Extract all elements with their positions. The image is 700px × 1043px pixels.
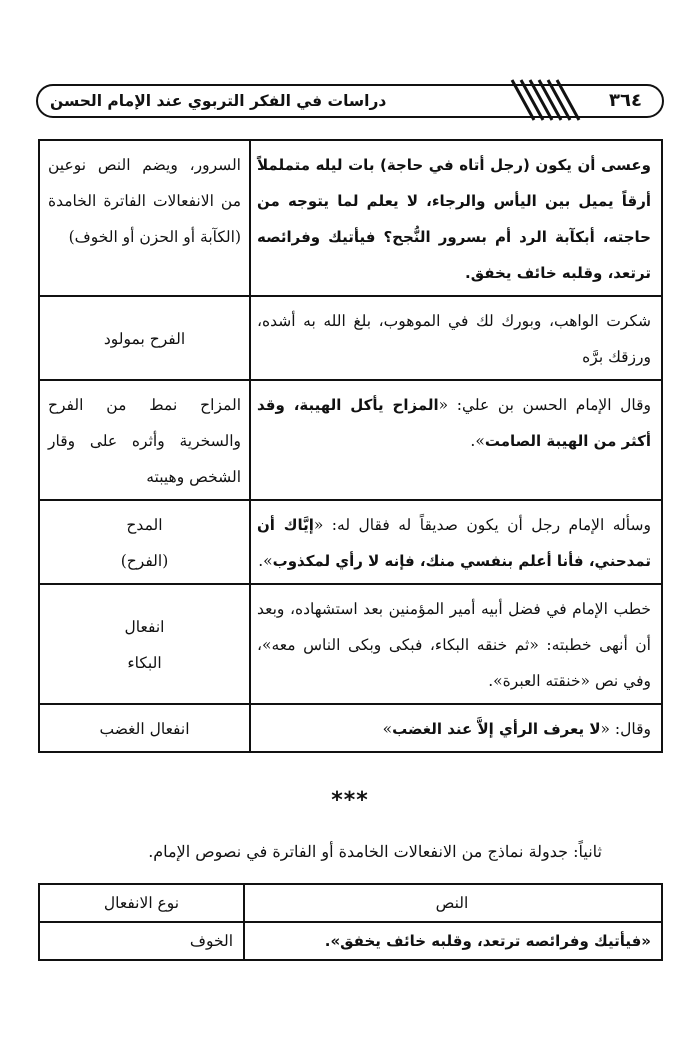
emotion-cell: الخوف — [39, 922, 244, 960]
table-row — [39, 140, 662, 296]
emotion-cell: السرور، ويضم النص نوعين من الانفعالات الفاترة الخامدة (الكآبة أو الحزن أو الخوف) — [39, 140, 250, 296]
table-row — [39, 500, 662, 584]
emotion-cell: انفعال البكاء — [39, 584, 250, 704]
running-header — [36, 84, 664, 118]
running-title: دراسات في الفكر التربوي عند الإمام الحسن — [50, 92, 387, 110]
column-header-text: النص — [244, 884, 662, 922]
emotion-cell: المدح (الفرح) — [39, 500, 250, 584]
text-cell: وسأله الإمام رجل أن يكون صديقاً له فقال له: «إيَّاك أن تمدحني، فأنا أعلم بنفسي منك، فإنه لا رأي لمكذوب». — [250, 500, 662, 584]
text-cell: وقال الإمام الحسن بن علي: «المزاح يأكل الهيبة، وقد أكثر من الهيبة الصامت». — [250, 380, 662, 500]
table-row — [39, 380, 662, 500]
column-header-emotion: نوع الانفعال — [39, 884, 244, 922]
text-cell: وقال: «لا يعرف الرأي إلاَّ عند الغضب» — [250, 704, 662, 752]
table-row — [39, 296, 662, 380]
table-header-row — [39, 884, 662, 922]
text-cell: «فيأتيك وفرائصه ترتعد، وقلبه خائف يخفق». — [244, 922, 662, 960]
header-ornament-icon — [506, 72, 592, 128]
emotion-cell: انفعال الغضب — [39, 704, 250, 752]
section-intro: ثانياً: جدولة نماذج من الانفعالات الخامدة أو الفاترة في نصوص الإمام. — [148, 842, 602, 861]
emotion-cell: الفرح بمولود — [39, 296, 250, 380]
section-separator: *** — [331, 788, 369, 813]
text-cell: شكرت الواهب، وبورك لك في الموهوب، بلغ الله به أشده، ورزقك برَّه — [250, 296, 662, 380]
text-cell: خطب الإمام في فضل أبيه أمير المؤمنين بعد استشهاده، وبعد أن أنهى خطبته: «ثم خنقه البكاء، فبكى وبكى الناس معه»، وفي نص «خنقته العبرة». — [250, 584, 662, 704]
emotions-table — [38, 139, 663, 753]
table-row — [39, 704, 662, 752]
table-row — [39, 584, 662, 704]
table-row — [39, 922, 662, 960]
emotion-cell: المزاح نمط من الفرح والسخرية وأثره على وقار الشخص وهيبته — [39, 380, 250, 500]
emotions-summary-table — [38, 883, 663, 961]
text-cell: وعسى أن يكون (رجل أتاه في حاجة) بات ليله متململاً أرقاً يميل بين اليأس والرجاء، لا يعلم لما يتوجه من حاجته، أبكآبة الرد أم بسرور النُّجح؟ فيأتيك وفرائصه ترتعد، وقلبه خائف يخفق. — [250, 140, 662, 296]
page-number: ٣٦٤ — [609, 90, 642, 111]
